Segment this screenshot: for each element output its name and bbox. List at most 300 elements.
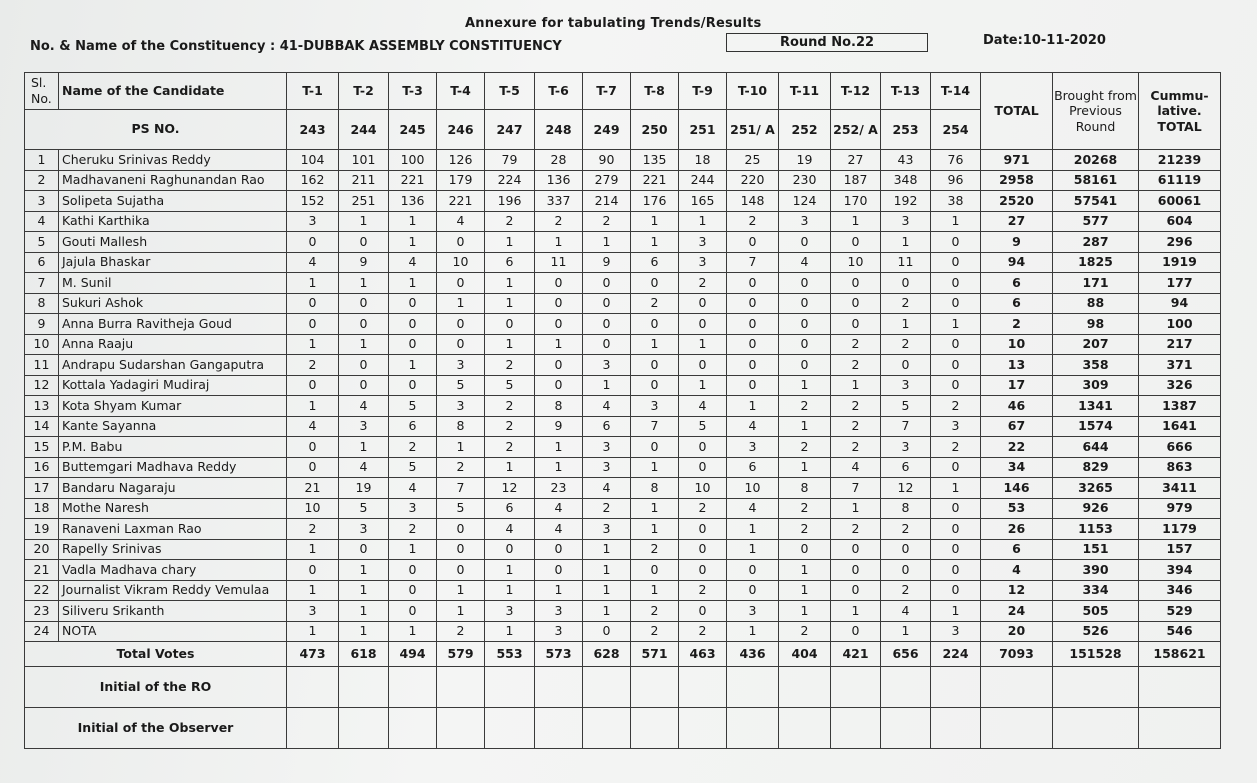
table-header-t2: T-2 [339, 73, 389, 110]
vote-cell: 0 [583, 273, 631, 294]
candidate-cumulative: 394 [1139, 560, 1221, 581]
candidate-row [25, 396, 1221, 417]
vote-cell: 0 [831, 293, 881, 314]
vote-cell: 152 [287, 191, 339, 212]
vote-cell: 0 [931, 293, 981, 314]
vote-cell: 0 [679, 314, 727, 335]
ps-no-header: PS NO. [25, 110, 287, 150]
vote-cell: 21 [287, 478, 339, 499]
vote-cell: 10 [287, 498, 339, 519]
initial-cell [779, 708, 831, 749]
total-votes-cell: 224 [931, 642, 981, 667]
candidate-previous-round: 58161 [1053, 170, 1139, 191]
candidate-cumulative: 371 [1139, 355, 1221, 376]
vote-cell: 2 [881, 293, 931, 314]
candidate-name: Anna Raaju [59, 334, 287, 355]
vote-cell: 0 [339, 355, 389, 376]
vote-cell: 0 [535, 314, 583, 335]
vote-cell: 7 [831, 478, 881, 499]
vote-cell: 196 [485, 191, 535, 212]
candidate-total: 6 [981, 273, 1053, 294]
ps-number-11: 252 [779, 110, 831, 150]
candidate-total: 27 [981, 211, 1053, 232]
vote-cell: 348 [881, 170, 931, 191]
table-header-t14: T-14 [931, 73, 981, 110]
grand-total: 7093 [981, 642, 1053, 667]
candidate-row [25, 498, 1221, 519]
vote-cell: 4 [389, 478, 437, 499]
vote-cell: 0 [437, 519, 485, 540]
vote-cell: 1 [631, 519, 679, 540]
vote-cell: 0 [679, 355, 727, 376]
candidate-cumulative: 529 [1139, 601, 1221, 622]
vote-cell: 1 [727, 621, 779, 642]
vote-cell: 1 [485, 293, 535, 314]
vote-cell: 0 [339, 232, 389, 253]
candidate-sl-no: 9 [25, 314, 59, 335]
candidate-sl-no: 14 [25, 416, 59, 437]
candidate-cumulative: 1179 [1139, 519, 1221, 540]
candidate-previous-round: 334 [1053, 580, 1139, 601]
vote-cell: 1 [881, 232, 931, 253]
initial-cell [679, 667, 727, 708]
candidate-total: 6 [981, 293, 1053, 314]
vote-cell: 104 [287, 150, 339, 171]
vote-cell: 0 [679, 560, 727, 581]
candidate-total: 13 [981, 355, 1053, 376]
total-votes-cell: 473 [287, 642, 339, 667]
vote-cell: 1 [389, 355, 437, 376]
vote-cell: 1 [389, 232, 437, 253]
candidate-sl-no: 5 [25, 232, 59, 253]
vote-cell: 1 [779, 416, 831, 437]
vote-cell: 1 [339, 437, 389, 458]
vote-cell: 0 [931, 375, 981, 396]
initial-cell [679, 708, 727, 749]
candidate-name: Solipeta Sujatha [59, 191, 287, 212]
vote-cell: 27 [831, 150, 881, 171]
candidate-previous-round: 20268 [1053, 150, 1139, 171]
initial-cell [1139, 667, 1221, 708]
vote-cell: 1 [287, 273, 339, 294]
table-header-t7: T-7 [583, 73, 631, 110]
candidate-row [25, 191, 1221, 212]
ro-initial-row [25, 667, 1221, 708]
vote-cell: 251 [339, 191, 389, 212]
vote-cell: 224 [485, 170, 535, 191]
candidate-name: Bandaru Nagaraju [59, 478, 287, 499]
vote-cell: 0 [727, 273, 779, 294]
vote-cell: 0 [631, 560, 679, 581]
candidate-cumulative: 1641 [1139, 416, 1221, 437]
vote-cell: 0 [779, 293, 831, 314]
vote-cell: 1 [339, 334, 389, 355]
total-header: TOTAL [981, 73, 1053, 150]
candidate-row [25, 293, 1221, 314]
total-votes-cell: 579 [437, 642, 485, 667]
vote-cell: 2 [583, 498, 631, 519]
ps-number-8: 250 [631, 110, 679, 150]
vote-cell: 221 [631, 170, 679, 191]
vote-cell: 0 [679, 437, 727, 458]
candidate-row [25, 211, 1221, 232]
vote-cell: 0 [931, 560, 981, 581]
vote-cell: 337 [535, 191, 583, 212]
vote-cell: 1 [339, 621, 389, 642]
vote-cell: 1 [831, 498, 881, 519]
candidate-previous-round: 1574 [1053, 416, 1139, 437]
vote-cell: 1 [535, 437, 583, 458]
vote-cell: 0 [389, 375, 437, 396]
candidate-total: 94 [981, 252, 1053, 273]
candidate-cumulative: 296 [1139, 232, 1221, 253]
candidate-sl-no: 1 [25, 150, 59, 171]
vote-cell: 2 [831, 519, 881, 540]
observer-initial-label: Initial of the Observer [25, 708, 287, 749]
vote-cell: 2 [485, 437, 535, 458]
candidate-cumulative: 60061 [1139, 191, 1221, 212]
vote-cell: 0 [583, 334, 631, 355]
candidate-row [25, 601, 1221, 622]
candidate-previous-round: 577 [1053, 211, 1139, 232]
candidate-sl-no: 20 [25, 539, 59, 560]
vote-cell: 1 [779, 457, 831, 478]
vote-cell: 2 [881, 519, 931, 540]
ps-number-4: 246 [437, 110, 485, 150]
candidate-previous-round: 1825 [1053, 252, 1139, 273]
candidate-previous-round: 505 [1053, 601, 1139, 622]
candidate-row [25, 457, 1221, 478]
candidate-sl-no: 19 [25, 519, 59, 540]
vote-cell: 1 [339, 580, 389, 601]
vote-cell: 0 [727, 580, 779, 601]
vote-cell: 170 [831, 191, 881, 212]
vote-cell: 1 [389, 273, 437, 294]
candidate-name: NOTA [59, 621, 287, 642]
vote-cell: 11 [535, 252, 583, 273]
vote-cell: 1 [931, 601, 981, 622]
vote-cell: 3 [287, 211, 339, 232]
vote-cell: 0 [631, 437, 679, 458]
vote-cell: 3 [287, 601, 339, 622]
candidate-total: 6 [981, 539, 1053, 560]
table-header-t11: T-11 [779, 73, 831, 110]
total-votes-cell: 463 [679, 642, 727, 667]
vote-cell: 0 [779, 334, 831, 355]
total-votes-cell: 494 [389, 642, 437, 667]
vote-cell: 5 [485, 375, 535, 396]
vote-cell: 0 [679, 539, 727, 560]
vote-cell: 3 [583, 519, 631, 540]
vote-cell: 0 [881, 273, 931, 294]
candidate-total: 34 [981, 457, 1053, 478]
vote-cell: 1 [485, 334, 535, 355]
candidate-name: Cheruku Srinivas Reddy [59, 150, 287, 171]
table-header-t4: T-4 [437, 73, 485, 110]
vote-cell: 2 [679, 273, 727, 294]
vote-cell: 126 [437, 150, 485, 171]
vote-cell: 1 [485, 580, 535, 601]
vote-cell: 1 [485, 560, 535, 581]
vote-cell: 6 [485, 498, 535, 519]
vote-cell: 0 [727, 375, 779, 396]
vote-cell: 2 [779, 396, 831, 417]
vote-cell: 0 [583, 314, 631, 335]
candidate-cumulative: 100 [1139, 314, 1221, 335]
vote-cell: 1 [727, 396, 779, 417]
initial-cell [339, 708, 389, 749]
candidate-total: 146 [981, 478, 1053, 499]
total-votes-label: Total Votes [25, 642, 287, 667]
vote-cell: 1 [437, 293, 485, 314]
vote-cell: 179 [437, 170, 485, 191]
vote-cell: 0 [631, 375, 679, 396]
vote-cell: 1 [631, 498, 679, 519]
table-header-t10: T-10 [727, 73, 779, 110]
vote-cell: 2 [779, 621, 831, 642]
vote-cell: 8 [881, 498, 931, 519]
candidate-sl-no: 13 [25, 396, 59, 417]
result-date: Date:10-11-2020 [983, 33, 1106, 48]
candidate-cumulative: 666 [1139, 437, 1221, 458]
initial-cell [981, 708, 1053, 749]
candidate-total: 67 [981, 416, 1053, 437]
vote-cell: 0 [437, 314, 485, 335]
vote-cell: 76 [931, 150, 981, 171]
brought-forward-header: Brought from Previous Round [1053, 73, 1139, 150]
initial-cell [631, 708, 679, 749]
vote-cell: 3 [535, 621, 583, 642]
vote-cell: 0 [831, 539, 881, 560]
vote-cell: 1 [389, 621, 437, 642]
vote-cell: 136 [535, 170, 583, 191]
vote-cell: 4 [727, 498, 779, 519]
vote-cell: 4 [535, 498, 583, 519]
vote-cell: 1 [287, 621, 339, 642]
total-votes-cell: 553 [485, 642, 535, 667]
vote-cell: 1 [437, 580, 485, 601]
candidate-row [25, 416, 1221, 437]
initial-cell [1053, 667, 1139, 708]
initial-cell [389, 667, 437, 708]
vote-cell: 2 [485, 355, 535, 376]
initial-cell [583, 708, 631, 749]
table-header-t5: T-5 [485, 73, 535, 110]
vote-cell: 220 [727, 170, 779, 191]
vote-cell: 135 [631, 150, 679, 171]
vote-cell: 0 [437, 334, 485, 355]
initial-cell [287, 667, 339, 708]
candidate-name: P.M. Babu [59, 437, 287, 458]
vote-cell: 214 [583, 191, 631, 212]
candidate-sl-no: 12 [25, 375, 59, 396]
vote-cell: 1 [631, 211, 679, 232]
candidate-previous-round: 171 [1053, 273, 1139, 294]
vote-cell: 165 [679, 191, 727, 212]
vote-cell: 0 [931, 273, 981, 294]
sl-no-header: Sl. No. [25, 73, 59, 110]
vote-cell: 7 [727, 252, 779, 273]
vote-cell: 2 [931, 437, 981, 458]
vote-cell: 0 [339, 293, 389, 314]
vote-cell: 0 [931, 580, 981, 601]
vote-cell: 4 [339, 457, 389, 478]
vote-cell: 2 [679, 498, 727, 519]
vote-cell: 5 [437, 498, 485, 519]
candidate-total: 53 [981, 498, 1053, 519]
previous-round-total: 151528 [1053, 642, 1139, 667]
candidate-cumulative: 94 [1139, 293, 1221, 314]
vote-cell: 2 [831, 437, 881, 458]
vote-cell: 0 [339, 539, 389, 560]
table-header-t13: T-13 [881, 73, 931, 110]
vote-cell: 2 [831, 334, 881, 355]
vote-cell: 1 [679, 211, 727, 232]
vote-cell: 3 [881, 375, 931, 396]
initial-cell [485, 708, 535, 749]
candidate-total: 12 [981, 580, 1053, 601]
vote-cell: 1 [831, 601, 881, 622]
vote-cell: 0 [727, 293, 779, 314]
candidate-cumulative: 546 [1139, 621, 1221, 642]
initial-cell [881, 708, 931, 749]
initial-cell [535, 667, 583, 708]
vote-cell: 0 [389, 334, 437, 355]
candidate-total: 26 [981, 519, 1053, 540]
vote-cell: 7 [437, 478, 485, 499]
candidate-row [25, 539, 1221, 560]
total-votes-cell: 421 [831, 642, 881, 667]
candidate-previous-round: 3265 [1053, 478, 1139, 499]
candidate-total: 24 [981, 601, 1053, 622]
candidate-total: 2958 [981, 170, 1053, 191]
vote-cell: 1 [631, 580, 679, 601]
candidate-name-header: Name of the Candidate [59, 73, 287, 110]
vote-cell: 0 [287, 293, 339, 314]
vote-cell: 8 [535, 396, 583, 417]
initial-cell [931, 708, 981, 749]
vote-cell: 2 [881, 334, 931, 355]
ps-number-12: 252/ A [831, 110, 881, 150]
vote-cell: 2 [389, 437, 437, 458]
vote-cell: 1 [535, 457, 583, 478]
vote-cell: 0 [831, 621, 881, 642]
vote-cell: 136 [389, 191, 437, 212]
vote-cell: 1 [437, 601, 485, 622]
vote-cell: 10 [679, 478, 727, 499]
vote-cell: 2 [631, 539, 679, 560]
vote-cell: 9 [535, 416, 583, 437]
vote-cell: 0 [535, 560, 583, 581]
initial-cell [727, 667, 779, 708]
vote-cell: 0 [881, 560, 931, 581]
vote-cell: 1 [881, 621, 931, 642]
total-votes-cell: 404 [779, 642, 831, 667]
vote-cell: 5 [389, 457, 437, 478]
candidate-name: Gouti Mallesh [59, 232, 287, 253]
vote-cell: 4 [679, 396, 727, 417]
candidate-previous-round: 1153 [1053, 519, 1139, 540]
vote-cell: 18 [679, 150, 727, 171]
vote-cell: 0 [779, 539, 831, 560]
ps-number-2: 244 [339, 110, 389, 150]
vote-cell: 0 [535, 375, 583, 396]
ps-number-5: 247 [485, 110, 535, 150]
vote-cell: 4 [535, 519, 583, 540]
vote-cell: 0 [931, 457, 981, 478]
candidate-row [25, 314, 1221, 335]
total-votes-cell: 618 [339, 642, 389, 667]
vote-cell: 2 [779, 498, 831, 519]
initial-cell [831, 708, 881, 749]
initial-cell [831, 667, 881, 708]
vote-cell: 0 [779, 232, 831, 253]
vote-cell: 0 [831, 560, 881, 581]
candidate-cumulative: 157 [1139, 539, 1221, 560]
candidate-sl-no: 2 [25, 170, 59, 191]
initial-cell [1139, 708, 1221, 749]
vote-cell: 3 [679, 232, 727, 253]
vote-cell: 0 [679, 457, 727, 478]
candidate-cumulative: 21239 [1139, 150, 1221, 171]
vote-cell: 0 [727, 334, 779, 355]
total-votes-cell: 656 [881, 642, 931, 667]
ps-number-6: 248 [535, 110, 583, 150]
vote-cell: 1 [831, 211, 881, 232]
candidate-sl-no: 21 [25, 560, 59, 581]
candidate-row [25, 252, 1221, 273]
initial-cell [981, 667, 1053, 708]
vote-cell: 3 [931, 621, 981, 642]
vote-cell: 0 [679, 519, 727, 540]
vote-cell: 1 [779, 375, 831, 396]
candidate-row [25, 273, 1221, 294]
table-header-t8: T-8 [631, 73, 679, 110]
vote-cell: 1 [679, 375, 727, 396]
candidate-sl-no: 15 [25, 437, 59, 458]
table-header-t6: T-6 [535, 73, 583, 110]
vote-cell: 38 [931, 191, 981, 212]
ps-number-14: 254 [931, 110, 981, 150]
candidate-total: 17 [981, 375, 1053, 396]
candidate-name: Kota Shyam Kumar [59, 396, 287, 417]
vote-cell: 1 [583, 560, 631, 581]
vote-cell: 0 [931, 252, 981, 273]
candidate-sl-no: 6 [25, 252, 59, 273]
vote-cell: 0 [535, 355, 583, 376]
vote-cell: 43 [881, 150, 931, 171]
vote-cell: 3 [535, 601, 583, 622]
candidate-sl-no: 24 [25, 621, 59, 642]
candidate-previous-round: 829 [1053, 457, 1139, 478]
vote-cell: 25 [727, 150, 779, 171]
vote-cell: 211 [339, 170, 389, 191]
observer-initial-row [25, 708, 1221, 749]
initial-cell [287, 708, 339, 749]
ro-initial-label: Initial of the RO [25, 667, 287, 708]
candidate-name: Rapelly Srinivas [59, 539, 287, 560]
candidate-previous-round: 526 [1053, 621, 1139, 642]
vote-cell: 176 [631, 191, 679, 212]
candidate-total: 22 [981, 437, 1053, 458]
vote-cell: 10 [831, 252, 881, 273]
vote-cell: 12 [881, 478, 931, 499]
initial-cell [437, 708, 485, 749]
vote-cell: 0 [583, 621, 631, 642]
vote-cell: 148 [727, 191, 779, 212]
candidate-cumulative: 177 [1139, 273, 1221, 294]
vote-cell: 100 [389, 150, 437, 171]
